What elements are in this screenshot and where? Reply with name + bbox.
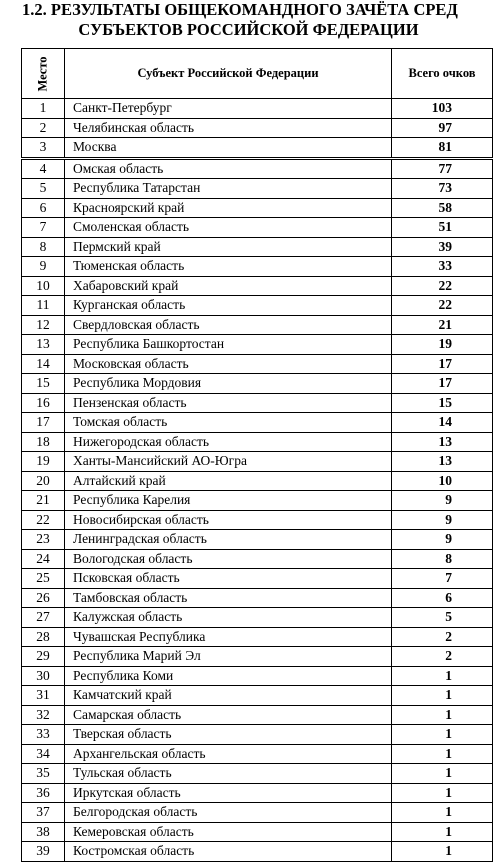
place-cell: 12 [22,315,65,335]
points-cell: 1 [392,744,493,764]
table-row [22,335,493,355]
subject-cell: Псковская область [65,569,392,589]
header-place [22,49,65,99]
place-cell: 15 [22,374,65,394]
subject-cell: Московская область [65,354,392,374]
points-cell: 9 [392,491,493,511]
place-cell: 33 [22,725,65,745]
table-row [22,647,493,667]
table-row [22,432,493,452]
points-cell: 19 [392,335,493,355]
points-cell: 1 [392,803,493,823]
subject-cell: Тульская область [65,764,392,784]
subject-cell: Пензенская область [65,393,392,413]
place-cell: 35 [22,764,65,784]
place-cell: 30 [22,666,65,686]
subject-cell: Камчатский край [65,686,392,706]
subject-cell: Самарская область [65,705,392,725]
header-subject: Субъект Российской Федерации [65,49,392,99]
points-cell: 17 [392,374,493,394]
title-line-2: СУБЪЕКТОВ РОССИЙСКОЙ ФЕДЕРАЦИИ [78,20,419,39]
place-cell: 18 [22,432,65,452]
subject-cell: Тюменская область [65,257,392,277]
table-row [22,296,493,316]
table-row [22,725,493,745]
table-row [22,627,493,647]
points-cell: 2 [392,647,493,667]
points-cell: 33 [392,257,493,277]
table-body [22,99,493,862]
place-cell: 9 [22,257,65,277]
table-row [22,491,493,511]
points-cell: 13 [392,452,493,472]
table-row [22,413,493,433]
points-cell: 77 [392,158,493,179]
subject-cell: Чувашская Республика [65,627,392,647]
subject-cell: Костромская область [65,842,392,862]
points-cell: 39 [392,237,493,257]
points-cell: 58 [392,198,493,218]
place-cell: 39 [22,842,65,862]
subject-cell: Томская область [65,413,392,433]
place-cell: 38 [22,822,65,842]
subject-cell: Республика Карелия [65,491,392,511]
subject-cell: Архангельская область [65,744,392,764]
points-cell: 22 [392,276,493,296]
table-row [22,118,493,138]
table-row [22,530,493,550]
points-cell: 5 [392,608,493,628]
place-cell: 19 [22,452,65,472]
subject-cell: Пермский край [65,237,392,257]
place-cell: 8 [22,237,65,257]
table-row [22,257,493,277]
table-row [22,764,493,784]
table-row [22,237,493,257]
place-cell: 3 [22,138,65,159]
place-cell: 6 [22,198,65,218]
subject-cell: Нижегородская область [65,432,392,452]
place-cell: 26 [22,588,65,608]
points-cell: 8 [392,549,493,569]
place-cell: 24 [22,549,65,569]
points-cell: 7 [392,569,493,589]
place-cell: 21 [22,491,65,511]
place-cell: 29 [22,647,65,667]
points-cell: 51 [392,218,493,238]
subject-cell: Кемеровская область [65,822,392,842]
table-row [22,179,493,199]
subject-cell: Москва [65,138,392,159]
table-row [22,354,493,374]
subject-cell: Калужская область [65,608,392,628]
points-cell: 21 [392,315,493,335]
header-place-label: Место [35,55,50,92]
subject-cell: Хабаровский край [65,276,392,296]
table-row [22,744,493,764]
points-cell: 10 [392,471,493,491]
table-row [22,374,493,394]
table-row [22,393,493,413]
place-cell: 31 [22,686,65,706]
subject-cell: Новосибирская область [65,510,392,530]
place-cell: 2 [22,118,65,138]
place-cell: 14 [22,354,65,374]
place-cell: 36 [22,783,65,803]
table-row [22,783,493,803]
subject-cell: Ханты-Мансийский АО-Югра [65,452,392,472]
place-cell: 28 [22,627,65,647]
place-cell: 1 [22,99,65,119]
points-cell: 14 [392,413,493,433]
points-cell: 1 [392,705,493,725]
points-cell: 22 [392,296,493,316]
subject-cell: Ленинградская область [65,530,392,550]
subject-cell: Белгородская область [65,803,392,823]
table-row [22,138,493,159]
place-cell: 16 [22,393,65,413]
document-title [0,0,497,44]
subject-cell: Омская область [65,158,392,179]
title-line-1: 1.2. РЕЗУЛЬТАТЫ ОБЩЕКОМАНДНОГО ЗАЧЁТА СРЕД [22,0,458,19]
table-row [22,510,493,530]
table-row [22,588,493,608]
subject-cell: Иркутская область [65,783,392,803]
subject-cell: Республика Коми [65,666,392,686]
table-row [22,99,493,119]
points-cell: 13 [392,432,493,452]
table-row [22,315,493,335]
subject-cell: Республика Марий Эл [65,647,392,667]
points-cell: 15 [392,393,493,413]
points-cell: 1 [392,822,493,842]
points-cell: 73 [392,179,493,199]
place-cell: 13 [22,335,65,355]
subject-cell: Челябинская область [65,118,392,138]
table-row [22,705,493,725]
place-cell: 11 [22,296,65,316]
place-cell: 25 [22,569,65,589]
points-cell: 1 [392,666,493,686]
points-cell: 6 [392,588,493,608]
place-cell: 17 [22,413,65,433]
table-row [22,569,493,589]
table-row [22,608,493,628]
points-cell: 103 [392,99,493,119]
subject-cell: Курганская область [65,296,392,316]
place-cell: 5 [22,179,65,199]
subject-cell: Санкт-Петербург [65,99,392,119]
table-row [22,471,493,491]
subject-cell: Тамбовская область [65,588,392,608]
points-cell: 1 [392,764,493,784]
table-row [22,822,493,842]
place-cell: 10 [22,276,65,296]
subject-cell: Красноярский край [65,198,392,218]
table-header-row [22,49,493,99]
header-points: Всего очков [392,49,493,99]
table-row [22,218,493,238]
points-cell: 97 [392,118,493,138]
points-cell: 17 [392,354,493,374]
table-row [22,452,493,472]
subject-cell: Тверская область [65,725,392,745]
subject-cell: Республика Мордовия [65,374,392,394]
table-row [22,686,493,706]
table-row [22,276,493,296]
table-row [22,158,493,179]
place-cell: 4 [22,158,65,179]
place-cell: 37 [22,803,65,823]
points-cell: 1 [392,686,493,706]
table-row [22,842,493,862]
place-cell: 20 [22,471,65,491]
points-cell: 1 [392,783,493,803]
subject-cell: Вологодская область [65,549,392,569]
place-cell: 7 [22,218,65,238]
subject-cell: Республика Башкортостан [65,335,392,355]
table-row [22,666,493,686]
table-row [22,803,493,823]
results-table [21,48,493,862]
subject-cell: Алтайский край [65,471,392,491]
place-cell: 27 [22,608,65,628]
points-cell: 9 [392,530,493,550]
subject-cell: Республика Татарстан [65,179,392,199]
place-cell: 22 [22,510,65,530]
points-cell: 81 [392,138,493,159]
subject-cell: Смоленская область [65,218,392,238]
points-cell: 1 [392,725,493,745]
place-cell: 32 [22,705,65,725]
points-cell: 1 [392,842,493,862]
place-cell: 34 [22,744,65,764]
points-cell: 2 [392,627,493,647]
points-cell: 9 [392,510,493,530]
table-row [22,198,493,218]
subject-cell: Свердловская область [65,315,392,335]
place-cell: 23 [22,530,65,550]
table-row [22,549,493,569]
